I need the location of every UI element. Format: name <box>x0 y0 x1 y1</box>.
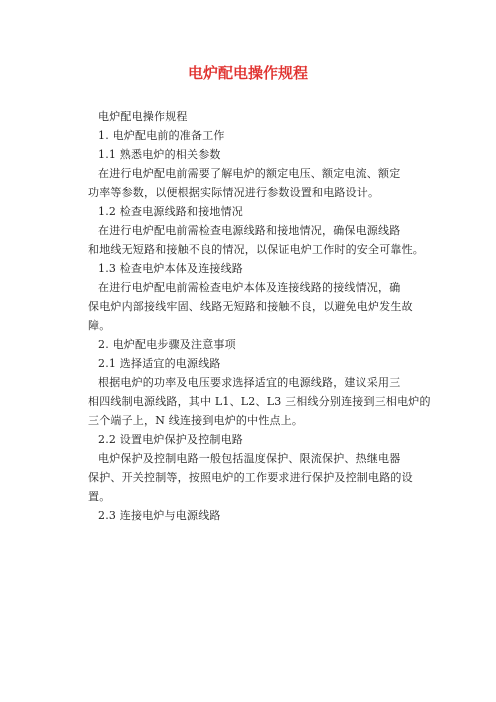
paragraph-first-line: 在进行电炉配电前需检查电炉本体及连接线路的接线情况，确 <box>98 281 401 294</box>
section-heading-line: 1.2 检查电源线路和接地情况 <box>98 205 243 218</box>
paragraph-continuation-line: 相四线制电源线路，其中 L1、L2、L3 三相线分别连接到三相电炉的 <box>88 395 431 408</box>
document-body <box>88 107 431 525</box>
section-heading-line: 2.1 选择适宜的电源线路 <box>98 357 221 370</box>
paragraph-continuation-line: 保电炉内部接线牢固、线路无短路和接触不良，以避免电炉发生故 <box>88 300 413 313</box>
paragraph-first-line: 根据电炉的功率及电压要求选择适宜的电源线路，建议采用三 <box>98 376 401 389</box>
section-heading-line: 2.2 设置电炉保护及控制电路 <box>98 433 243 446</box>
paragraph-continuation-line: 保护、开关控制等，按照电炉的工作要求进行保护及控制电路的设 <box>88 471 413 484</box>
paragraph-first-line: 在进行电炉配电前需检查电源线路和接地情况，确保电源线路 <box>98 224 401 237</box>
section-heading-line: 2.3 连接电炉与电源线路 <box>98 509 221 522</box>
paragraph-continuation-line: 和地线无短路和接触不良的情况，以保证电炉工作时的安全可靠性。 <box>88 243 424 256</box>
paragraph-continuation-line: 障。 <box>88 319 111 332</box>
paragraph-continuation-line: 三个端子上，N 线连接到电炉的中性点上。 <box>88 414 304 427</box>
paragraph-first-line: 在进行电炉配电前需要了解电炉的额定电压、额定电流、额定 <box>98 167 401 180</box>
section-heading-line: 1.1 熟悉电炉的相关参数 <box>98 148 221 161</box>
section-heading-line: 1.3 检查电炉本体及连接线路 <box>98 262 243 275</box>
section-heading-line: 1. 电炉配电前的准备工作 <box>98 129 225 142</box>
paragraph-continuation-line: 功率等参数，以便根据实际情况进行参数设置和电路设计。 <box>88 186 380 199</box>
section-heading-line: 2. 电炉配电步骤及注意事项 <box>98 338 236 351</box>
paragraph-continuation-line: 置。 <box>88 490 111 503</box>
paragraph-first-line: 电炉保护及控制电路一般包括温度保护、限流保护、热继电器 <box>98 452 401 465</box>
section-heading-line: 电炉配电操作规程 <box>98 110 188 123</box>
document-title: 电炉配电操作规程 <box>187 64 308 82</box>
